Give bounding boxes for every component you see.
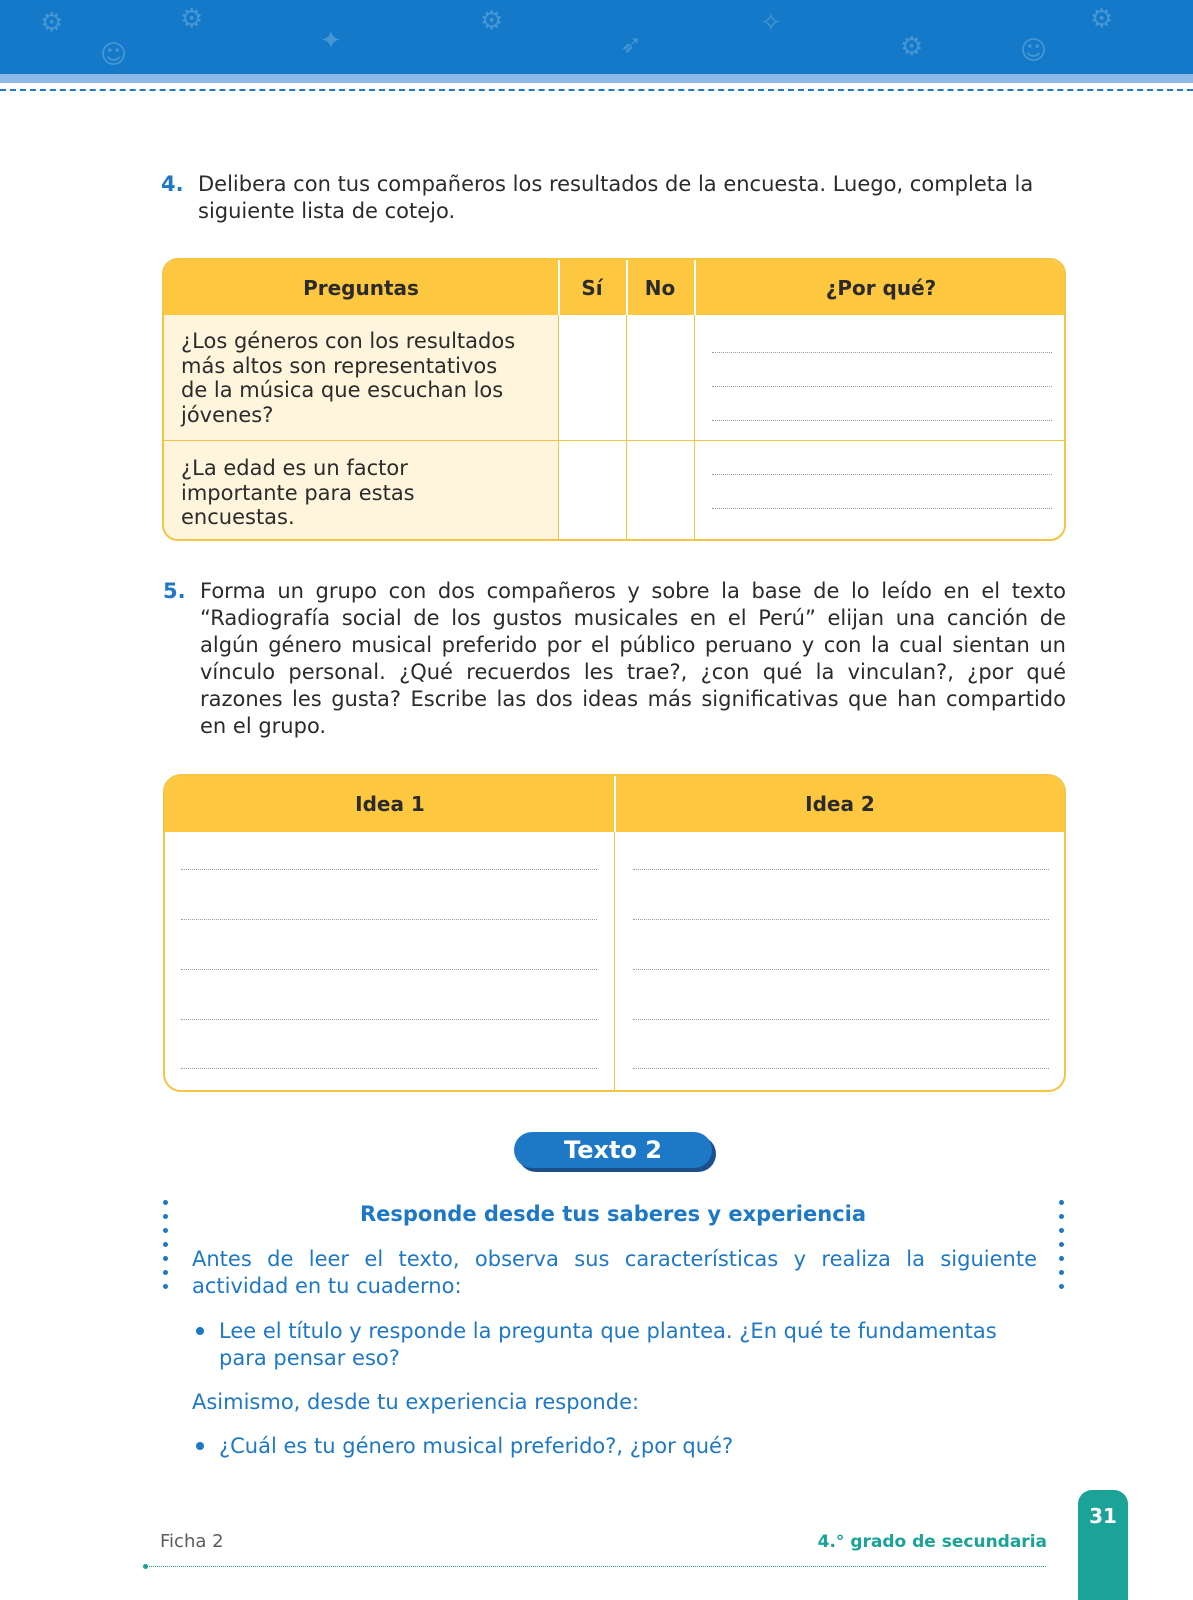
header-dashed-divider: [0, 89, 1193, 91]
header-divider: [694, 260, 696, 315]
page-number: 31: [1089, 1504, 1117, 1528]
checklist-row-2-no-cell[interactable]: [628, 442, 692, 539]
question-5: [163, 578, 1066, 740]
ideas-table: [163, 774, 1066, 1092]
question-number: 5.: [163, 579, 186, 603]
answer-line[interactable]: [712, 386, 1052, 387]
star-doodle-icon: ✧: [760, 8, 782, 38]
question-4: [161, 171, 1066, 225]
smile-doodle-icon: ☺: [1020, 36, 1048, 66]
question-text: Delibera con tus compañeros los resultados de la encuesta. Luego, completa la siguiente lista de cotejo.: [198, 172, 1034, 223]
header-divider: [614, 776, 616, 832]
gear-doodle-icon: ⚙: [40, 8, 64, 38]
gear-doodle-icon: ⚙: [1090, 4, 1114, 34]
answer-line[interactable]: [712, 508, 1052, 509]
idea-1-line[interactable]: [181, 869, 597, 870]
column-divider: [694, 315, 695, 539]
question-line: encuestas.: [181, 505, 295, 529]
header-band: [0, 0, 1193, 74]
footer-dotted-line: [146, 1566, 1046, 1567]
idea-2-line[interactable]: [633, 919, 1049, 920]
answer-line[interactable]: [712, 352, 1052, 353]
smile-doodle-icon: ☺: [100, 40, 128, 70]
idea-2-line[interactable]: [633, 1068, 1049, 1069]
question-text: Forma un grupo con dos compañeros y sobre la base de lo leído en el texto “Radiografía social de los gustos musicales en el Perú” elijan una canción de algún género musical preferido por el público peruano y con la cual sientan un vínculo personal. ¿Qué recuerdos les trae?, ¿con qué la vinculan?, ¿por qué razones les gusta? Escribe las dos ideas más significativas que han compartido en el grupo.: [200, 579, 1066, 738]
experience-intro: Antes de leer el texto, observa sus características y realiza la siguiente actividad en tu cuaderno:: [192, 1247, 1037, 1298]
row-divider: [164, 440, 1064, 441]
header-idea-1: Idea 1: [355, 792, 425, 816]
header-por-que: ¿Por qué?: [825, 275, 937, 300]
answer-line[interactable]: [712, 420, 1052, 421]
left-dotted-border: [163, 1200, 169, 1298]
question-line: jóvenes?: [181, 402, 274, 427]
question-line: más altos son representativos: [181, 353, 498, 378]
header-si: Sí: [581, 275, 603, 300]
gear-doodle-icon: ⚙: [480, 6, 504, 36]
column-divider: [626, 315, 627, 539]
experience-asimismo: Asimismo, desde tu experiencia responde:: [192, 1390, 640, 1414]
experience-bullet-1: Lee el título y responde la pregunta que plantea. ¿En qué te fundamentas para pensar eso?: [219, 1319, 997, 1370]
checklist-table: [162, 258, 1066, 541]
page-number-tab: [1078, 1490, 1128, 1600]
idea-1-line[interactable]: [181, 919, 597, 920]
idea-2-line[interactable]: [633, 869, 1049, 870]
checklist-row-2-question: [181, 456, 415, 530]
section-pill: Texto 2: [514, 1132, 712, 1168]
question-line: ¿La edad es un factor: [181, 456, 408, 480]
header-divider: [626, 260, 628, 315]
header-stripe: [0, 74, 1193, 83]
question-number: 4.: [161, 172, 184, 196]
experience-bullet-2: ¿Cuál es tu género musical preferido?, ¿por qué?: [219, 1434, 734, 1458]
checklist-row-1-no-cell[interactable]: [628, 317, 692, 438]
experience-title: Responde desde tus saberes y experiencia: [359, 1202, 867, 1226]
question-line: importante para estas: [181, 480, 415, 505]
idea-2-line[interactable]: [633, 969, 1049, 970]
arrow-doodle-icon: ➶: [620, 30, 642, 60]
bulb-doodle-icon: ✦: [320, 26, 342, 56]
gear-doodle-icon: ⚙: [180, 4, 204, 34]
checklist-row-1-question: [181, 329, 515, 427]
column-divider: [558, 315, 559, 539]
right-dotted-border: [1059, 1200, 1065, 1298]
question-line: ¿Los géneros con los resultados: [181, 329, 516, 353]
header-preguntas: Preguntas: [303, 275, 419, 300]
bullet-dot: [196, 1327, 204, 1335]
footer-ficha: Ficha 2: [160, 1531, 224, 1552]
idea-2-line[interactable]: [633, 1019, 1049, 1020]
idea-1-line[interactable]: [181, 969, 597, 970]
answer-line[interactable]: [712, 474, 1052, 475]
checklist-row-2-si-cell[interactable]: [560, 442, 624, 539]
header-divider: [558, 260, 560, 315]
idea-1-line[interactable]: [181, 1019, 597, 1020]
checklist-row-1-si-cell[interactable]: [560, 317, 624, 438]
bullet-dot: [196, 1442, 204, 1450]
question-line: de la música que escuchan los: [181, 378, 504, 402]
header-idea-2: Idea 2: [805, 792, 875, 816]
footer-grade: 4.° grado de secundaria: [817, 1532, 1047, 1552]
idea-1-line[interactable]: [181, 1068, 597, 1069]
gear-doodle-icon: ⚙: [900, 32, 924, 62]
header-no: No: [644, 275, 676, 300]
